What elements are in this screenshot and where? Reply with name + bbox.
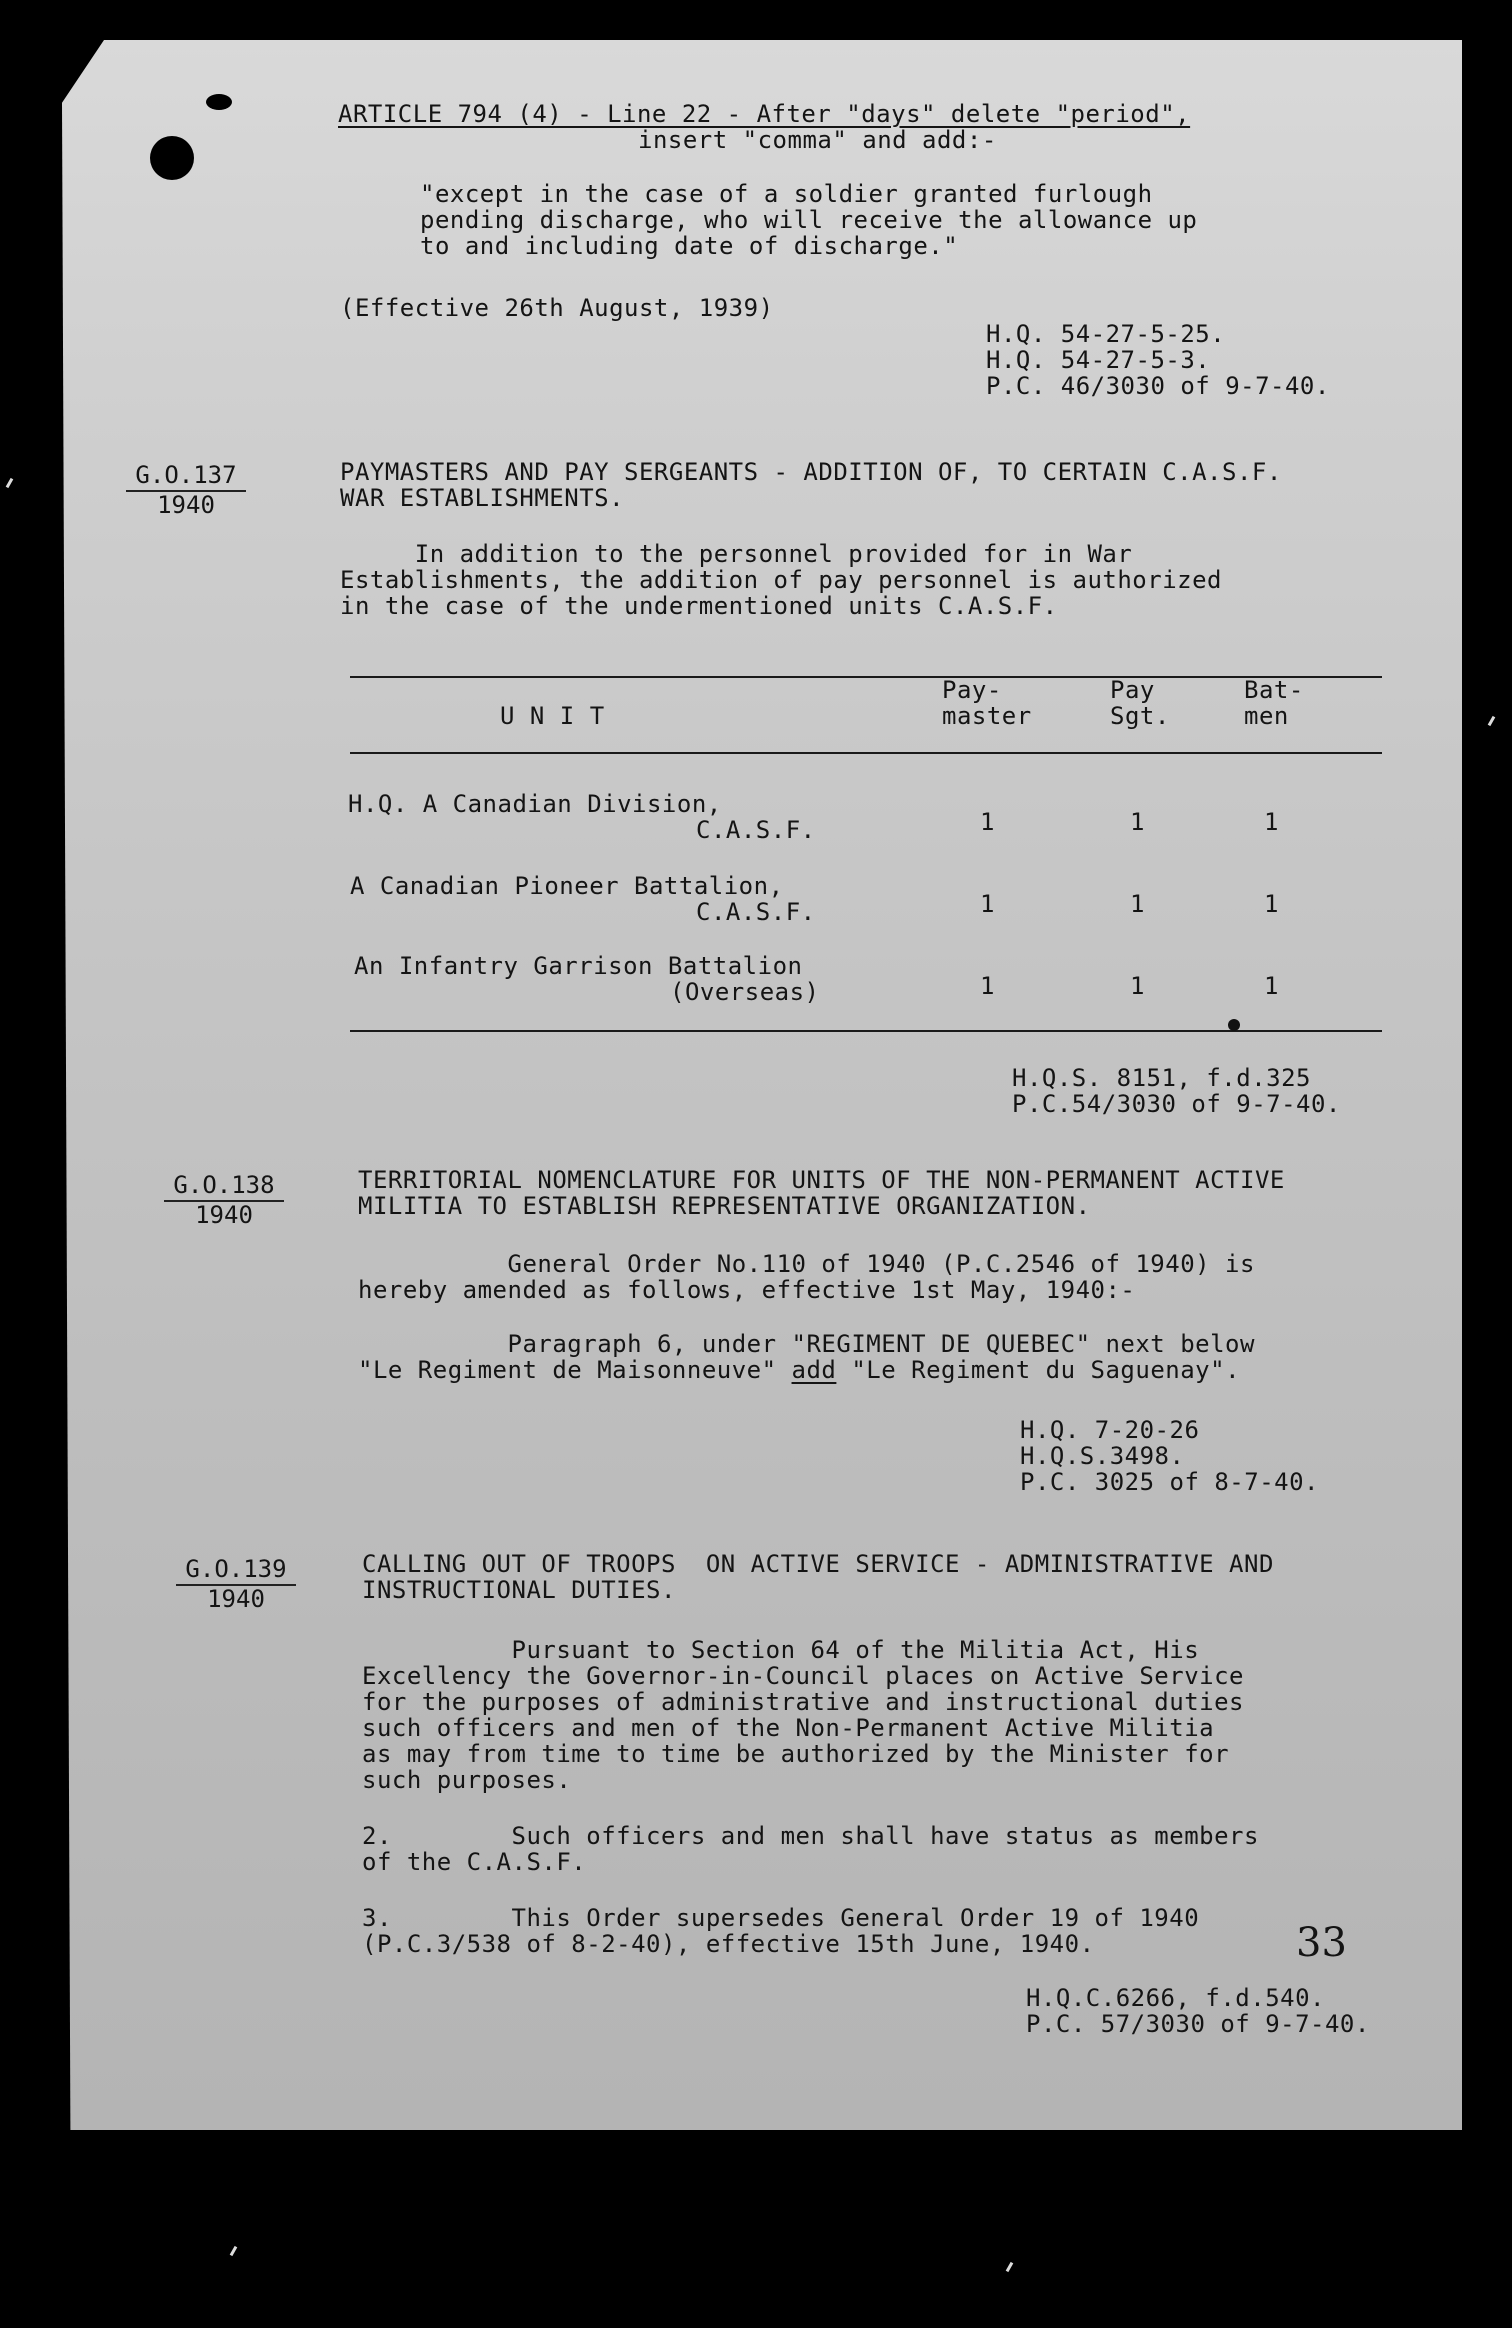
article-quote-2: pending discharge, who will receive the allowance up [420,206,1198,234]
table-header-paysgt-1: Pay [1110,676,1155,704]
go139-ref-1: H.Q.C.6266, f.d.540. [1026,1984,1325,2012]
go138-para1-2: hereby amended as follows, effective 1st May, 1940:- [358,1276,1136,1304]
go137-ref-1: H.Q.S. 8151, f.d.325 [1012,1064,1311,1092]
ink-blot [1228,1019,1240,1031]
go137-body-1: In addition to the personnel provided for in War [340,540,1133,568]
table-header-paymaster-2: master [942,702,1032,730]
row-paysgt: 1 [1130,972,1145,1000]
article-line2: insert "comma" and add:- [638,126,997,154]
go138-heading-2: MILITIA TO ESTABLISH REPRESENTATIVE ORGANIZATION. [358,1192,1091,1220]
go139-para3-1: 3. This Order supersedes General Order 19 of 1940 [362,1904,1200,1932]
go138-ref-3: P.C. 3025 of 8-7-40. [1020,1468,1319,1496]
article-quote-3: to and including date of discharge." [420,232,959,260]
go139-para1-1: Pursuant to Section 64 of the Militia Act, His [362,1636,1200,1664]
row-unit-line1: An Infantry Garrison Battalion [354,952,803,980]
go139-para1-5: as may from time to time be authorized by the Minister for [362,1740,1230,1768]
row-paymaster: 1 [980,972,995,1000]
go139-para3-2: (P.C.3/538 of 8-2-40), effective 15th June, 1940. [362,1930,1095,1958]
go138-ref-2: H.Q.S.3498. [1020,1442,1185,1470]
go137-ref-2: P.C.54/3030 of 9-7-40. [1012,1090,1341,1118]
go139-para2-1: 2. Such officers and men shall have status as members [362,1822,1259,1850]
table-bottom-rule [350,1030,1382,1032]
article-quote-1: "except in the case of a soldier granted furlough [420,180,1153,208]
go137-heading-1: PAYMASTERS AND PAY SERGEANTS - ADDITION OF, TO CERTAIN C.A.S.F. [340,458,1282,486]
row-unit-line1: H.Q. A Canadian Division, [348,790,722,818]
handwritten-page-number: 33 [1296,1920,1347,1966]
row-unit-line1: A Canadian Pioneer Battalion, [350,872,784,900]
table-header-paysgt-2: Sgt. [1110,702,1170,730]
table-header-batmen-2: men [1244,702,1289,730]
go138-para2-1: Paragraph 6, under "REGIMENT DE QUEBEC" next below [358,1330,1255,1358]
table-top-rule [350,676,1382,678]
go139-para1-6: such purposes. [362,1766,572,1794]
go138-para2-2: "Le Regiment de Maisonneuve" add "Le Regiment du Saguenay". [358,1356,1241,1384]
article-ref-3: P.C. 46/3030 of 9-7-40. [986,372,1330,400]
go137-heading-2: WAR ESTABLISHMENTS. [340,484,625,512]
row-batmen: 1 [1264,972,1279,1000]
article-effective: (Effective 26th August, 1939) [340,294,774,322]
go138-ref-1: H.Q. 7-20-26 [1020,1416,1200,1444]
scan-speck [1006,2262,1014,2272]
row-paysgt: 1 [1130,890,1145,918]
go139-para1-2: Excellency the Governor-in-Council places on Active Service [362,1662,1245,1690]
table-header-paymaster-1: Pay- [942,676,1002,704]
scan-speck [230,2246,238,2256]
article-line1: ARTICLE 794 (4) - Line 22 - After "days" delete "period", [338,100,1191,128]
go137-number: G.O.137 1940 [126,462,246,518]
punch-hole [150,136,194,180]
row-batmen: 1 [1264,808,1279,836]
row-batmen: 1 [1264,890,1279,918]
go139-number: G.O.139 1940 [176,1556,296,1612]
go139-ref-2: P.C. 57/3030 of 9-7-40. [1026,2010,1370,2038]
go139-heading-1: CALLING OUT OF TROOPS ON ACTIVE SERVICE - ADMINISTRATIVE AND [362,1550,1274,1578]
go139-para1-4: such officers and men of the Non-Permanent Active Militia [362,1714,1215,1742]
table-header-batmen-1: Bat- [1244,676,1304,704]
go139-para1-3: for the purposes of administrative and instructional duties [362,1688,1245,1716]
table-header-unit: U N I T [500,702,605,730]
go137-body-3: in the case of the undermentioned units C.A.S.F. [340,592,1058,620]
row-unit-line2: C.A.S.F. [696,898,816,926]
go139-heading-2: INSTRUCTIONAL DUTIES. [362,1576,676,1604]
go137-body-2: Establishments, the addition of pay personnel is authorized [340,566,1223,594]
scan-speck [1488,716,1496,726]
article-ref-1: H.Q. 54-27-5-25. [986,320,1226,348]
go138-number: G.O.138 1940 [164,1172,284,1228]
scan-speck [6,478,14,488]
go139-para2-2: of the C.A.S.F. [362,1848,587,1876]
row-paymaster: 1 [980,808,995,836]
row-unit-line2: (Overseas) [670,978,820,1006]
row-paymaster: 1 [980,890,995,918]
go138-para1-1: General Order No.110 of 1940 (P.C.2546 of 1940) is [358,1250,1255,1278]
article-ref-2: H.Q. 54-27-5-3. [986,346,1211,374]
row-paysgt: 1 [1130,808,1145,836]
table-header-rule [350,752,1382,754]
go138-heading-1: TERRITORIAL NOMENCLATURE FOR UNITS OF THE NON-PERMANENT ACTIVE [358,1166,1285,1194]
punch-hole-small [206,94,232,110]
row-unit-line2: C.A.S.F. [696,816,816,844]
